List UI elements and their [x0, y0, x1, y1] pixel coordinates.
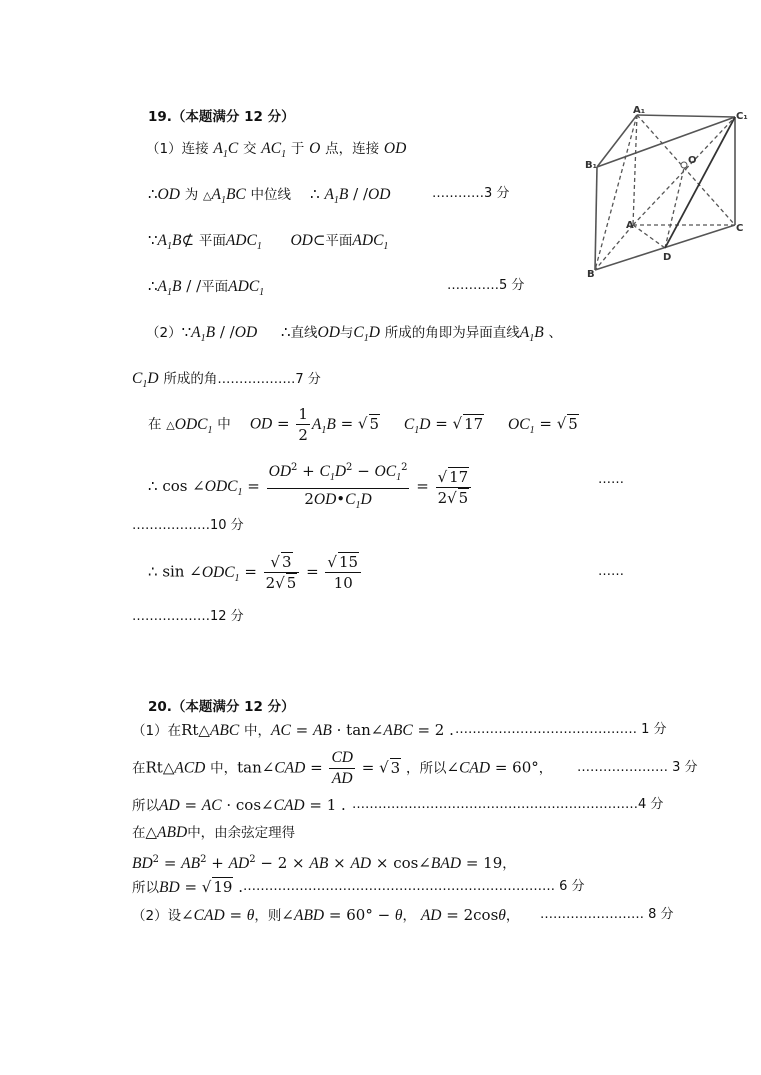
q20-score-6: ……………………………………………………………… 6 分 — [243, 879, 585, 894]
q19-score-10: ………………10 分 — [132, 518, 244, 533]
label-C: C — [736, 223, 744, 234]
q19-score-3: …………3 分 — [432, 186, 510, 201]
q19-line8-cos: ∴ $\cos \angle ODC_1$ = $\frac{OD^2 + C_1D^2 - OC_1^2}{2OD•C_1D}$ = $\frac{√ 17}{2√ 5}$ — [148, 458, 473, 516]
q19-line10-sin: ∴ $\sin \angle ODC_1$ = $\frac{√ 3}{2√ 5}$ = $\frac{√ 15}{10}$ — [148, 552, 363, 593]
q19-score-5: …………5 分 — [447, 278, 525, 293]
q19-line7: 在 $\triangle ODC_1$ 中 OD = $\frac{1}{2}$ $A_1B$ = √ 5 $C_1D$ = √ 17 $OC_1$ = √ 5 — [148, 405, 578, 444]
q19-line4: $\therefore A_1B$ / /平面$ADC_1$ — [148, 277, 265, 299]
q19-line5: $(2)\because A_1B / /OD$ ∴直线OD与$C_1D$ 所成的角即为异面直线$A_1B$ 、 — [146, 323, 562, 345]
q20-score-1: …………………………………… 1 分 — [455, 722, 667, 737]
q20-line7: （2）设∠CAD = θ，则∠ABD = 60° − θ， AD = 2cosθ， — [132, 906, 520, 924]
q19-line10-tail: …… — [598, 564, 624, 579]
q20-score-8: …………………… 8 分 — [540, 907, 674, 922]
q19-title: 19.（本题满分 12 分） — [148, 109, 295, 125]
q20-line2: 在Rt△ACD 中，tan∠CAD = $\frac{CD}{AD}$ = √ 3 ，所以∠CAD = 60°， — [132, 749, 553, 787]
q20-score-4: …………………………………………………………4 分 — [352, 797, 664, 812]
label-D: D — [663, 252, 672, 263]
q19-line2: ∴OD 为 $\triangle A_1BC$ 中位线 ∴ $A_1B / /OD$ — [148, 185, 391, 207]
label-B1: B₁ — [585, 160, 598, 171]
label-C1: C₁ — [736, 111, 748, 122]
label-B: B — [587, 269, 595, 280]
q19-line3: $\because A_1B⊄$ 平面$ADC_1$ OD⊂平面$ADC_1$ — [148, 231, 389, 253]
q19-line6: $C_1D$ 所成的角………………7 分 — [132, 370, 321, 391]
q20-title: 20.（本题满分 12 分） — [148, 699, 295, 715]
q19-line1: （1）连接 $A_1C$ 交 $AC_1$ 于 O 点，连接 OD — [146, 140, 407, 161]
label-A1: A₁ — [633, 105, 646, 116]
q19-line8-tail: …… — [598, 472, 624, 487]
q19-score-12: ………………12 分 — [132, 609, 244, 624]
prism-figure — [585, 105, 750, 280]
label-O: O — [688, 155, 697, 166]
q20-line6: 所以BD = √ 19 . — [132, 878, 243, 896]
q20-line5: $BD^2 = AB^2 + AD^2 - 2$ × AB × AD × cos∠BAD = 19， — [132, 854, 516, 872]
label-A: A — [626, 220, 634, 231]
q20-line4: 在△ABD中，由余弦定理得 — [132, 823, 296, 841]
q20-score-3: ………………… 3 分 — [577, 760, 698, 775]
q20-line3: 所以AD = AC · cos∠CAD = 1 . — [132, 796, 346, 814]
q20-line1: （1）在Rt△ABC 中，AC = AB · tan∠ABC = 2 . — [132, 721, 454, 739]
